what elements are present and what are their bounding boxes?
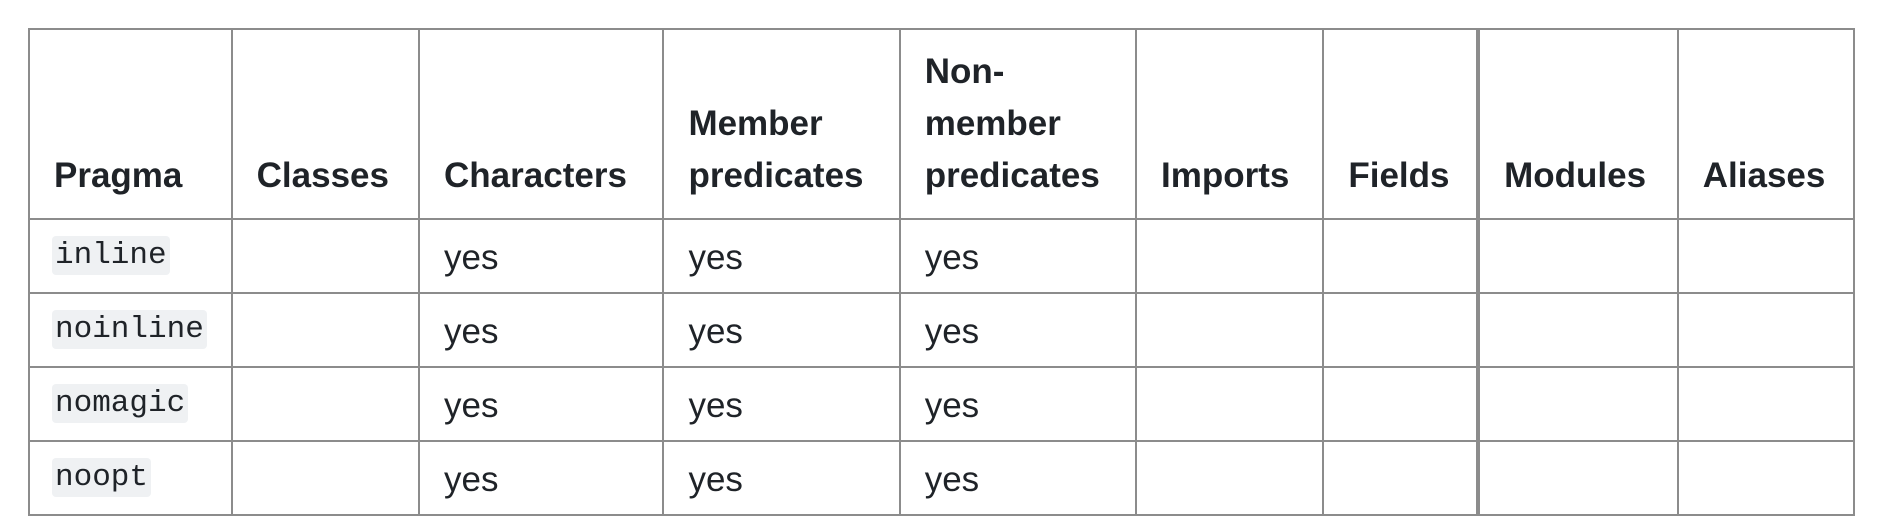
pragma-code: inline [52, 236, 170, 275]
characters-cell: yes [419, 441, 663, 515]
non-member-predicates-cell: yes [900, 367, 1136, 441]
table-row [29, 441, 1854, 515]
header-imports: Imports [1136, 29, 1323, 219]
fields-cell [1323, 219, 1478, 293]
header-aliases: Aliases [1678, 29, 1854, 219]
imports-cell [1136, 219, 1323, 293]
imports-cell [1136, 367, 1323, 441]
classes-cell [232, 441, 419, 515]
aliases-cell [1678, 367, 1854, 441]
characters-cell: yes [419, 219, 663, 293]
modules-cell [1478, 367, 1678, 441]
modules-cell [1478, 293, 1678, 367]
non-member-predicates-cell: yes [900, 219, 1136, 293]
fields-cell [1323, 293, 1478, 367]
modules-cell [1478, 441, 1678, 515]
classes-cell [232, 219, 419, 293]
table-row [29, 219, 1854, 293]
header-pragma: Pragma [29, 29, 232, 219]
member-predicates-cell: yes [663, 441, 899, 515]
header-classes: Classes [232, 29, 419, 219]
characters-cell: yes [419, 367, 663, 441]
member-predicates-cell: yes [663, 293, 899, 367]
fields-cell [1323, 367, 1478, 441]
pragma-table [28, 28, 1855, 516]
imports-cell [1136, 293, 1323, 367]
pragma-code: noopt [52, 458, 151, 497]
member-predicates-cell: yes [663, 367, 899, 441]
pragma-code: noinline [52, 310, 207, 349]
table-header-row [29, 29, 1854, 219]
pragma-code: nomagic [52, 384, 188, 423]
characters-cell: yes [419, 293, 663, 367]
pragma-cell [29, 441, 232, 515]
pragma-cell [29, 367, 232, 441]
table-row [29, 367, 1854, 441]
classes-cell [232, 293, 419, 367]
aliases-cell [1678, 441, 1854, 515]
fields-cell [1323, 441, 1478, 515]
member-predicates-cell: yes [663, 219, 899, 293]
pragma-cell [29, 219, 232, 293]
classes-cell [232, 367, 419, 441]
aliases-cell [1678, 219, 1854, 293]
non-member-predicates-cell: yes [900, 293, 1136, 367]
header-fields: Fields [1323, 29, 1478, 219]
non-member-predicates-cell: yes [900, 441, 1136, 515]
header-non-member-predicates: Non-member predicates [900, 29, 1136, 219]
header-modules: Modules [1478, 29, 1678, 219]
header-characters: Characters [419, 29, 663, 219]
imports-cell [1136, 441, 1323, 515]
header-member-predicates: Member predicates [663, 29, 899, 219]
table-row [29, 293, 1854, 367]
aliases-cell [1678, 293, 1854, 367]
modules-cell [1478, 219, 1678, 293]
pragma-table-container [28, 28, 1855, 516]
pragma-cell [29, 293, 232, 367]
